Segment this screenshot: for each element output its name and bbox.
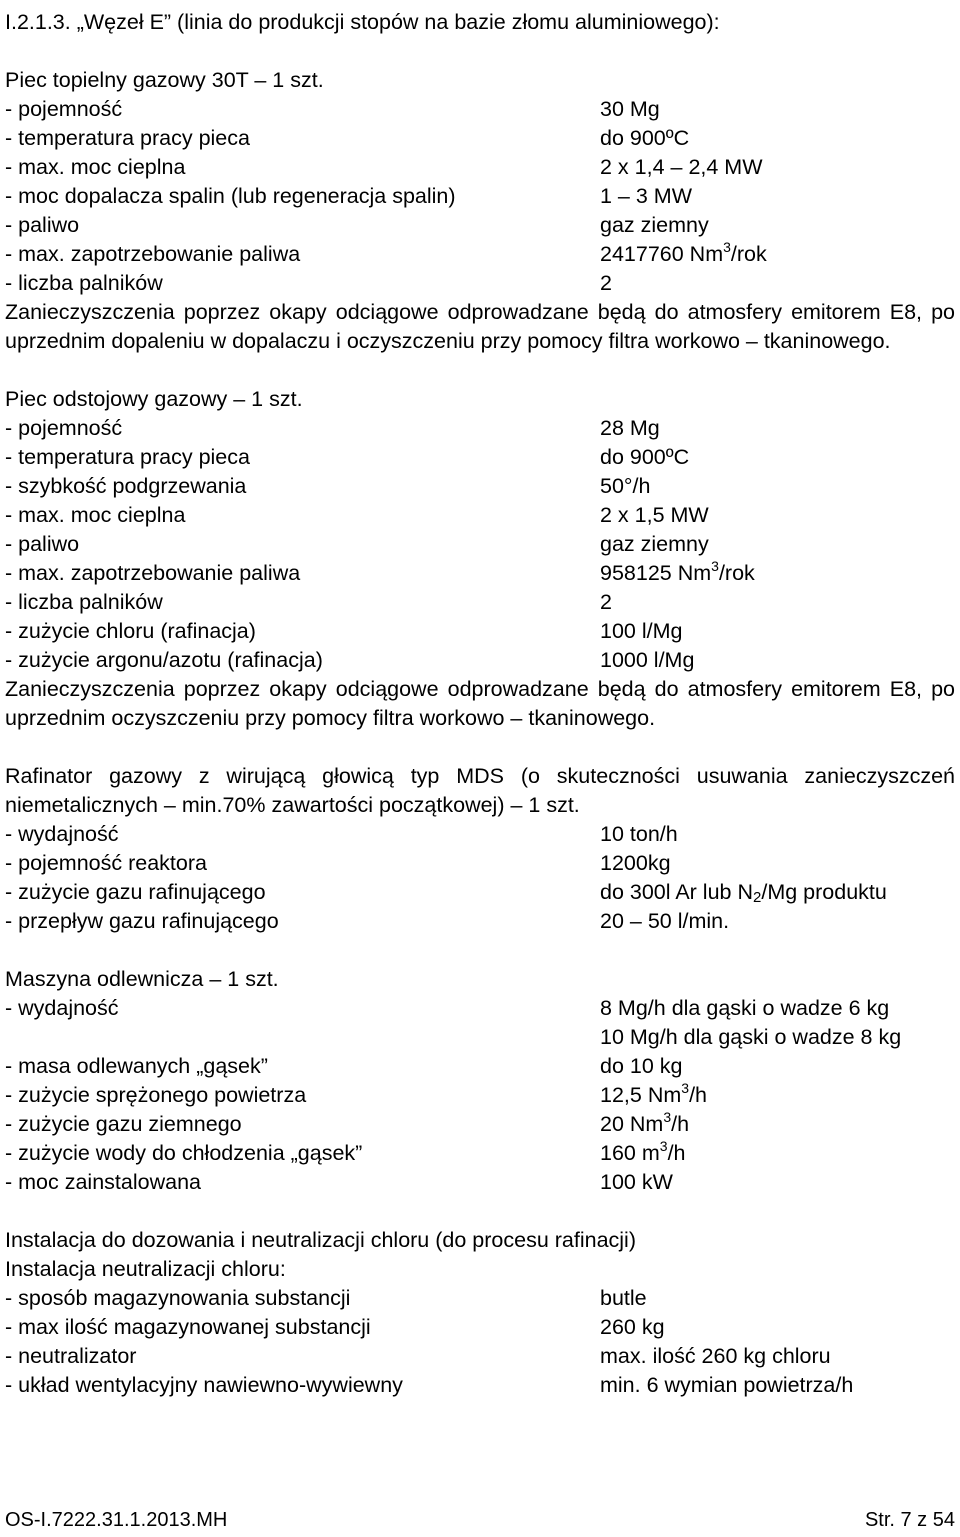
spec-label: - paliwo	[5, 213, 80, 237]
spec-value: do 300l Ar lub $N_2/Mg$ produktu	[600, 880, 887, 906]
furnace-holding-specs	[5, 414, 955, 675]
spec-label: - moc dopalacza spalin (lub regeneracja spalin)	[5, 184, 456, 208]
spec-row	[5, 269, 955, 298]
spec-label: - temperatura pracy pieca	[5, 445, 250, 469]
spec-label: - neutralizator	[5, 1344, 137, 1368]
spec-value: 8 Mg/h dla gąski o wadze 6 kg	[600, 996, 890, 1020]
spec-value: 10 ton/h	[600, 822, 678, 846]
spec-label: - max ilość magazynowanej substancji	[5, 1315, 371, 1339]
spec-value: 2	[600, 271, 612, 295]
spec-label: - zużycie argonu/azotu (rafinacja)	[5, 648, 323, 672]
spec-row	[5, 182, 955, 211]
spec-row	[5, 907, 955, 936]
emission-note: Zanieczyszczenia poprzez okapy odciągowe odprowadzane będą do atmosfery emitorem E8, po uprzednim dopaleniu w dopalaczu i oczyszczeniu przy pomocy filtra workowo – tkaninowego.	[5, 300, 955, 353]
spec-row	[5, 1081, 955, 1110]
spec-value: max. ilość 260 kg chloru	[600, 1344, 831, 1368]
spec-label: - masa odlewanych „gąsek”	[5, 1054, 268, 1078]
spec-row	[5, 124, 955, 153]
spec-label: - przepływ gazu rafinującego	[5, 909, 279, 933]
spec-label: - moc zainstalowana	[5, 1170, 201, 1194]
spec-value: 50°/h	[600, 474, 651, 498]
spec-row	[5, 211, 955, 240]
spec-label: - pojemność reaktora	[5, 851, 207, 875]
spec-value: 260 kg	[600, 1315, 665, 1339]
spec-value: 30 Mg	[600, 97, 660, 121]
document-page	[5, 8, 955, 1400]
spec-label: - zużycie chloru (rafinacja)	[5, 619, 256, 643]
page-footer	[5, 1506, 955, 1534]
spec-value: 1200kg	[600, 851, 671, 875]
spec-label: - liczba palników	[5, 590, 163, 614]
spec-value: do 10 kg	[600, 1054, 683, 1078]
spec-row	[5, 1371, 955, 1400]
spec-value: 2 x 1,4 – 2,4 MW	[600, 155, 763, 179]
casting-machine-specs	[5, 994, 955, 1197]
spec-row	[5, 849, 955, 878]
spec-value: 10 Mg/h dla gąski o wadze 8 kg	[600, 1025, 902, 1049]
spec-row	[5, 443, 955, 472]
spec-value: min. 6 wymian powietrza/h	[600, 1373, 854, 1397]
spec-value: butle	[600, 1286, 647, 1310]
spec-label: - zużycie sprężonego powietrza	[5, 1083, 307, 1107]
spec-row	[5, 1168, 955, 1197]
chlorine-installation-specs	[5, 1284, 955, 1400]
spec-label: - max. zapotrzebowanie paliwa	[5, 242, 301, 266]
spec-row	[5, 617, 955, 646]
spec-row	[5, 646, 955, 675]
spec-label: - wydajność	[5, 996, 119, 1020]
spec-value: 28 Mg	[600, 416, 660, 440]
chlorine-installation-title: Instalacja do dozowania i neutralizacji chloru (do procesu rafinacji)	[5, 1228, 636, 1252]
spec-value: 958125 Nm$^3$/rok	[600, 557, 755, 585]
spec-row	[5, 1052, 955, 1081]
section-heading: I.2.1.3. „Węzeł E” (linia do produkcji stopów na bazie złomu aluminiowego):	[5, 10, 720, 34]
spec-value: 100 l/Mg	[600, 619, 683, 643]
spec-value: 20 Nm$^3$/h	[600, 1108, 690, 1136]
spec-row	[5, 994, 955, 1023]
spec-label: - wydajność	[5, 822, 119, 846]
spec-row	[5, 1313, 955, 1342]
spec-value: do 900ºC	[600, 445, 690, 469]
furnace-melting-specs	[5, 95, 955, 298]
page-number: Str. 7 z 54	[864, 1509, 955, 1531]
spec-label: - pojemność	[5, 97, 123, 121]
spec-row	[5, 153, 955, 182]
spec-row	[5, 240, 955, 269]
spec-label: - pojemność	[5, 416, 123, 440]
spec-label: - temperatura pracy pieca	[5, 126, 250, 150]
spec-label: - zużycie gazu ziemnego	[5, 1112, 242, 1136]
spec-value: 2 x 1,5 MW	[600, 503, 709, 527]
spec-row	[5, 1284, 955, 1313]
spec-value: 20 – 50 l/min.	[600, 909, 730, 933]
spec-row	[5, 472, 955, 501]
spec-value: gaz ziemny	[600, 213, 709, 237]
spec-row	[5, 1110, 955, 1139]
spec-value: 1 – 3 MW	[600, 184, 692, 208]
spec-value: 1000 l/Mg	[600, 648, 695, 672]
spec-value: 2417760 Nm$^3$/rok	[600, 238, 767, 266]
spec-row	[5, 588, 955, 617]
chlorine-neutralization-subtitle: Instalacja neutralizacji chloru:	[5, 1257, 286, 1281]
spec-label: - zużycie wody do chłodzenia „gąsek”	[5, 1141, 363, 1165]
spec-row	[5, 501, 955, 530]
spec-value: 12,5 Nm$^3$/h	[600, 1079, 707, 1107]
spec-value: do 900ºC	[600, 126, 690, 150]
spec-label: - max. moc cieplna	[5, 503, 186, 527]
casting-machine-title: Maszyna odlewnicza – 1 szt.	[5, 967, 279, 991]
furnace-holding-title: Piec odstojowy gazowy – 1 szt.	[5, 387, 303, 411]
spec-row	[5, 559, 955, 588]
spec-label: - paliwo	[5, 532, 80, 556]
spec-row	[5, 820, 955, 849]
spec-row	[5, 878, 955, 907]
refiner-specs	[5, 820, 955, 936]
spec-row	[5, 1139, 955, 1168]
spec-value: 160 $m^3/h$	[600, 1137, 686, 1165]
refiner-intro: Rafinator gazowy z wirującą głowicą typ MDS (o skuteczności usuwania zanieczyszczeń niemetalicznych – min.70% zawartości początkowej) – 1 szt.	[5, 764, 955, 817]
spec-label: - sposób magazynowania substancji	[5, 1286, 351, 1310]
spec-row	[5, 414, 955, 443]
spec-value: 100 kW	[600, 1170, 673, 1194]
spec-row	[5, 1342, 955, 1371]
document-reference: OS-I.7222.31.1.2013.MH	[5, 1509, 228, 1531]
spec-row	[5, 95, 955, 124]
spec-label: - układ wentylacyjny nawiewno-wywiewny	[5, 1373, 403, 1397]
spec-label	[5, 1023, 600, 1052]
furnace-melting-title: Piec topielny gazowy 30T – 1 szt.	[5, 68, 324, 92]
spec-label: - liczba palników	[5, 271, 163, 295]
spec-label: - zużycie gazu rafinującego	[5, 880, 266, 904]
spec-label: - szybkość podgrzewania	[5, 474, 247, 498]
spec-label: - max. zapotrzebowanie paliwa	[5, 561, 301, 585]
emission-note: Zanieczyszczenia poprzez okapy odciągowe odprowadzane będą do atmosfery emitorem E8, po uprzednim oczyszczeniu przy pomocy filtra workowo – tkaninowego.	[5, 677, 955, 730]
spec-value: 2	[600, 590, 612, 614]
spec-row	[5, 1023, 955, 1052]
spec-label: - max. moc cieplna	[5, 155, 186, 179]
spec-value: gaz ziemny	[600, 532, 709, 556]
spec-row	[5, 530, 955, 559]
